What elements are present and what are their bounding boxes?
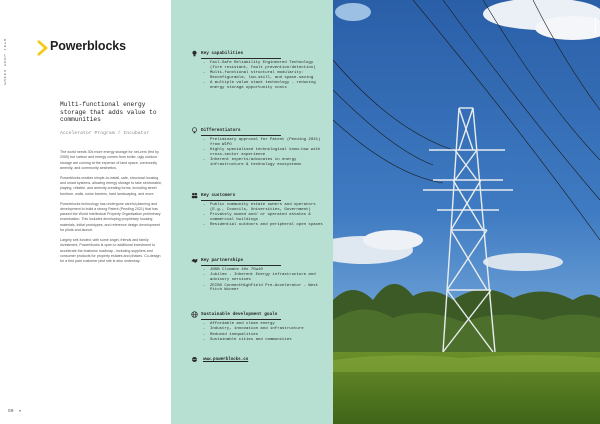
pylon-image: [333, 0, 600, 424]
list-item: – Multi-functional structural modularity: Reconfigurable, low-skill, and space-saving: [203, 71, 325, 81]
list-item: – Sustainable cities and communities: [203, 338, 325, 343]
list-item: – Preliminary approval for Patent (Pending 2021) from WIPO: [203, 138, 325, 148]
section-key-customers: [191, 192, 325, 229]
page-title: Powerblocks: [50, 39, 127, 53]
section-list: [203, 322, 325, 343]
arrow-right-icon: ▸: [16, 409, 22, 414]
page-number: [8, 409, 22, 414]
lightbulb-icon: [191, 50, 198, 57]
section-title: Key capabilities: [201, 51, 244, 56]
globe-icon: [191, 311, 198, 318]
section-list: [203, 138, 325, 168]
list-item: – Fail-Safe Reliability Engineered Technology (fire resistant, fault prevention/detection): [203, 61, 325, 71]
section-divider: [201, 265, 281, 266]
body-paragraph: Powerblocks technology has undergone careful planning and development to build a strong Patent (Pending 2021) that has passed the World Intellectual Property Organisation preliminary examination. This includes developing proprietary housing materials, initial prototypes, and reference design development for pilots and launch.: [60, 201, 161, 233]
website-row: [191, 356, 198, 363]
section-title: Key customers: [201, 193, 236, 198]
section-key-partnerships: [191, 257, 325, 294]
page-number-value: 50: [8, 409, 14, 414]
section-divider: [201, 58, 281, 59]
lead-statement: Multi-functional energy storage that adds value to communities: [60, 101, 157, 124]
list-item: – Reduced inequalities: [203, 333, 325, 338]
section-header: [191, 192, 325, 199]
left-column: [0, 0, 171, 424]
list-item: – Industry, innovation and infrastructure: [203, 327, 325, 332]
section-divider: [201, 135, 281, 136]
list-item: – Jubilee - Inherent Energy infrastructure and advisory services: [203, 273, 325, 283]
website-link[interactable]: www.powerblocks.co: [203, 358, 249, 362]
link-icon: [191, 356, 198, 363]
section-title: Differentiators: [201, 128, 241, 133]
body-paragraph: The world needs 30x more energy storage for net-zero (fed by 2050) but carbon and energy comes from boiler, ugly outdoor storage are coming at the expense of land space, community amenity, and community aesthetics.: [60, 150, 159, 170]
sidebar-label: GREEN DEEP TECH: [4, 38, 8, 85]
list-item: – A multiple value stack technology - reducing energy storage opportunity costs: [203, 81, 325, 91]
body-paragraph: Largely self-funded, with some angel, friends and family investment, Powerblocks is open to additional investment to accelerate the business roadmap - including suppliers and consumer products for property estates and phases. Co-design for a first paid customer pilot site is also underway.: [60, 237, 161, 264]
list-item: – Public community estate owners and operators (E.g., Councils, Universities, Government): [203, 203, 325, 213]
bulb-outline-icon: [191, 127, 198, 134]
section-title: Sustainable development goals: [201, 312, 278, 317]
people-icon: [191, 192, 198, 199]
section-divider: [201, 200, 281, 201]
section-title: Key partnerships: [201, 258, 244, 263]
section-header: [191, 127, 325, 134]
body-text: [60, 150, 164, 269]
list-item: – ZEIBO ConnectHighField Pre-Accelerator - West Pitch Winner: [203, 284, 325, 294]
list-item: – JNSB Climate 10x 75w10: [203, 268, 325, 273]
info-panel: [171, 0, 333, 424]
list-item: – Inherent experts/advocates in energy infrastructure & technology ecosystems: [203, 158, 325, 168]
section-list: [203, 61, 325, 91]
program-label: Accelerator Program / Incubator: [60, 131, 150, 136]
section-header: [191, 257, 325, 264]
body-paragraph: Powerblocks creates simple-to-install, safe, structural housing and smart systems, allowing energy storage to take serviceable, playing, reliable, and amenity-creating forms, including street furniture, walls, noise barriers, hard landscaping, and more.: [60, 175, 163, 196]
handshake-icon: [191, 257, 198, 264]
list-item: – Residential outdoors and peripheral open spaces: [203, 223, 325, 228]
section-header: [191, 50, 325, 57]
section-divider: [201, 319, 281, 320]
section-sdg: [191, 311, 325, 344]
section-list: [203, 203, 325, 228]
list-item: – Highly specialised technological know-how with cross-sector experience: [203, 148, 325, 158]
list-item: – Privately owned and/ or operated estates & commercial buildings: [203, 213, 325, 223]
section-key-capabilities: [191, 50, 325, 92]
page-marker: [595, 18, 596, 34]
section-list: [203, 268, 325, 293]
section-header: [191, 311, 325, 318]
list-item: – Affordable and clean energy: [203, 322, 325, 327]
section-differentiators: [191, 127, 325, 169]
chevron-right-icon: [36, 40, 48, 56]
pylon-photo: [333, 0, 600, 424]
